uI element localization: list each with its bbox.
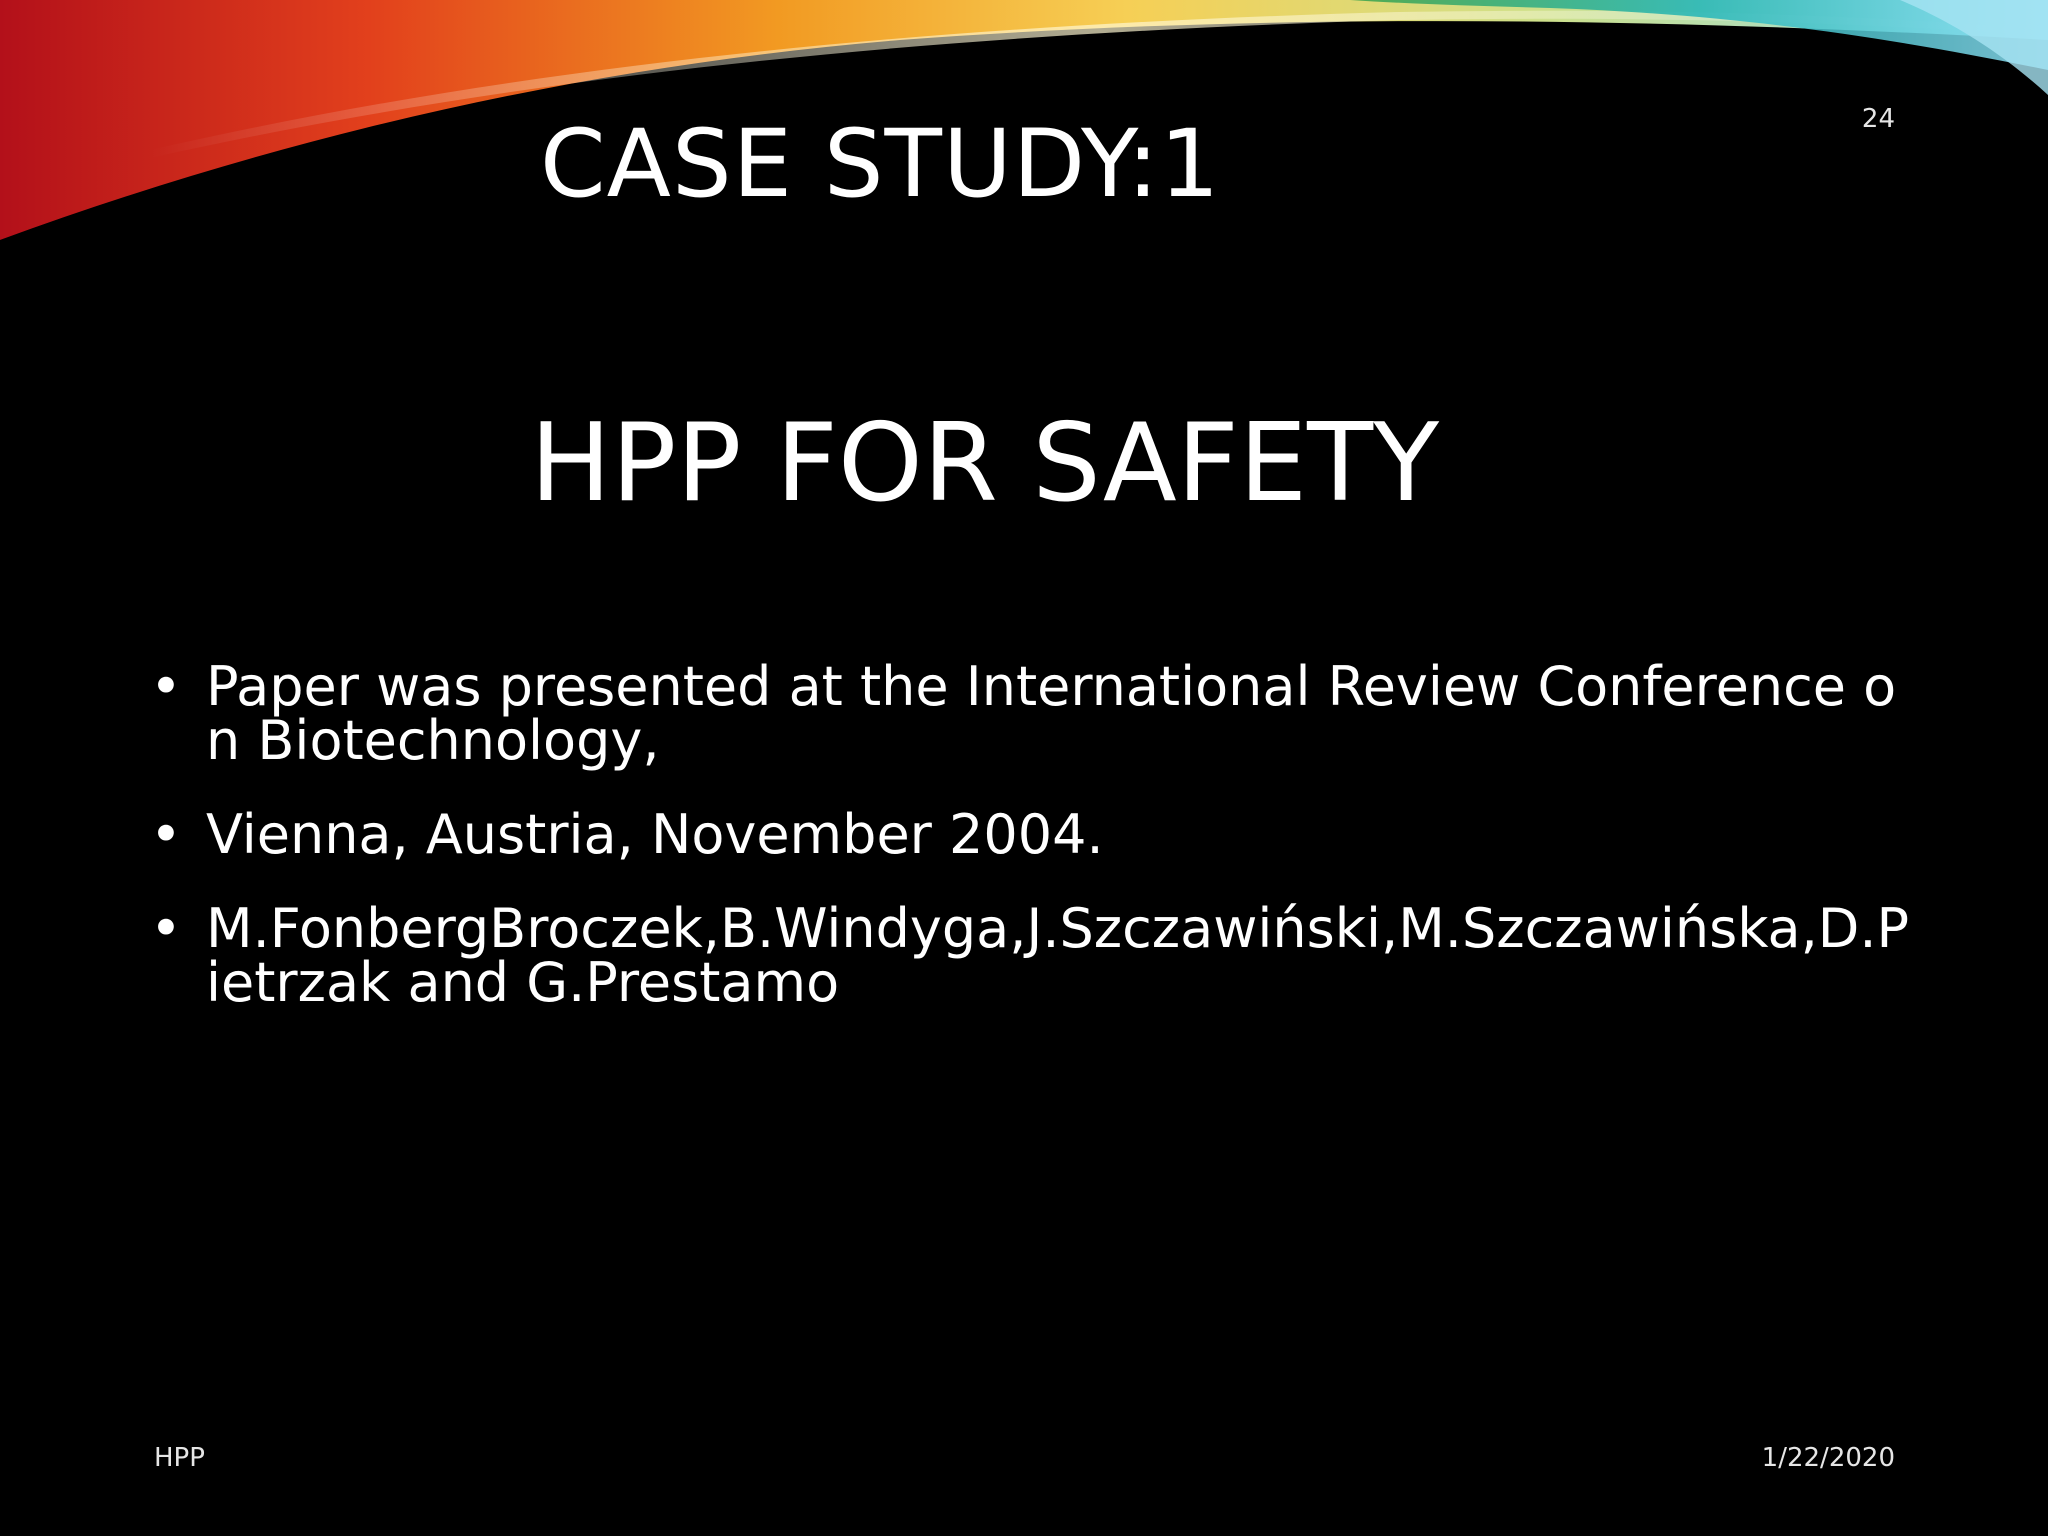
slide-title: CASE STUDY:1 [540,110,1221,219]
bullet-text: M.FonbergBroczek,B.Windyga,J.Szczawiński,M.Szczawińska,D.Pietrzak and G.Prestamo [206,897,1910,1014]
slide-number: 24 [1861,104,1895,134]
bullet-item [150,655,1910,772]
bullet-marker: • [150,655,182,718]
bullet-marker: • [150,803,182,866]
bullet-text: Paper was presented at the International Review Conference on Biotechnology, [206,655,1897,772]
bullet-text: Vienna, Austria, November 2004. [206,803,1104,866]
bullet-item [150,897,1910,1014]
bullet-marker: • [150,897,182,960]
footer-date: 1/22/2020 [1761,1443,1895,1473]
slide-subtitle: HPP FOR SAFETY [530,401,1440,526]
footer-label: HPP [154,1443,205,1473]
bullet-item [150,803,1910,866]
bullet-list [150,655,1910,1050]
